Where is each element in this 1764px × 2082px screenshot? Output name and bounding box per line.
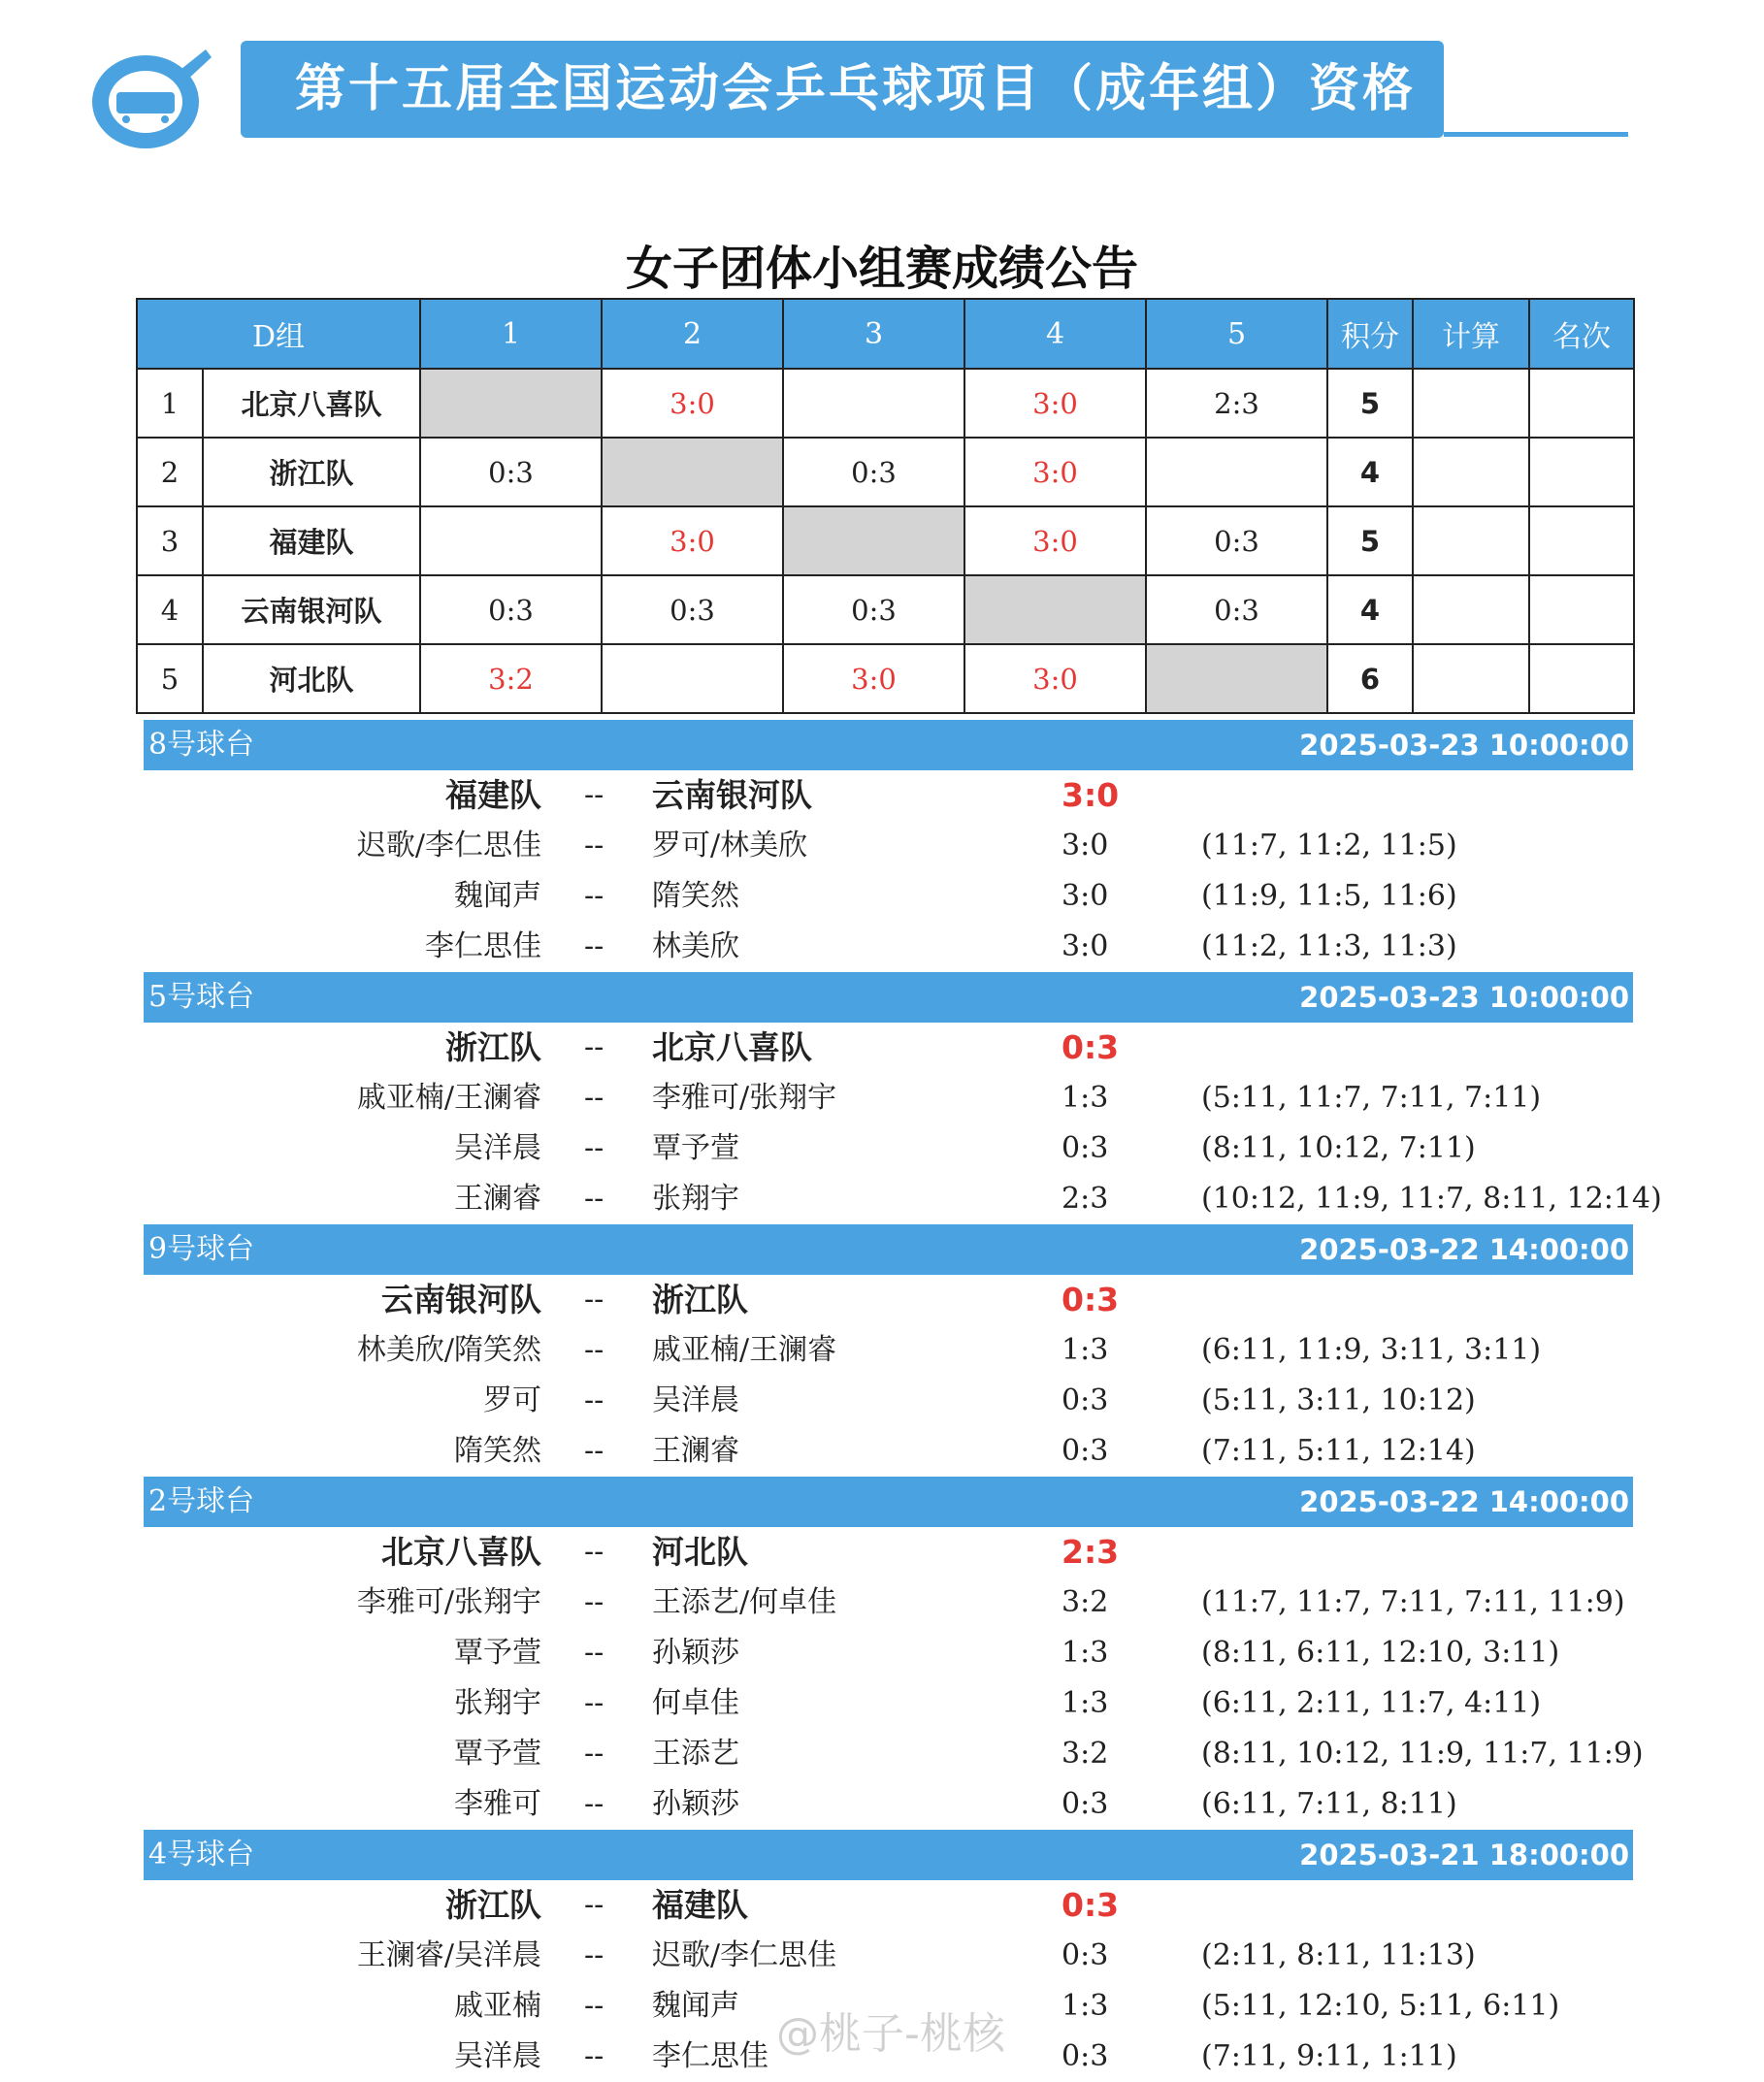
match-header (144, 1224, 1633, 1275)
group-label: D组 (137, 299, 420, 369)
game-score: 0:3 (1062, 1131, 1109, 1165)
team-score: 0:3 (1062, 1028, 1120, 1066)
game-detail: (7:11, 5:11, 12:14) (1201, 1434, 1476, 1468)
game-score: 3:2 (1062, 1585, 1109, 1619)
result-cell: 0:3 (602, 575, 783, 644)
versus-separator: -- (584, 1989, 604, 2023)
result-cell: 0:3 (420, 575, 602, 644)
home-player: 吴洋晨 (454, 1131, 541, 1165)
team-result-row (0, 1527, 1764, 1578)
points-cell: 6 (1327, 644, 1413, 713)
home-player: 戚亚楠/王澜睿 (356, 1081, 541, 1115)
game-row (0, 1678, 1764, 1729)
versus-separator: -- (584, 1686, 604, 1720)
team-name: 福建队 (203, 506, 420, 575)
self-cell (1146, 644, 1327, 713)
home-player: 林美欣/隋笑然 (356, 1333, 541, 1367)
game-row (0, 1376, 1764, 1426)
result-cell: 3:0 (964, 644, 1146, 713)
away-player: 林美欣 (652, 929, 739, 963)
result-cell (602, 644, 783, 713)
table-name: 2号球台 (148, 1484, 255, 1518)
game-score: 1:3 (1062, 1081, 1109, 1115)
game-score: 0:3 (1062, 1383, 1109, 1417)
match-datetime: 2025-03-21 18:00:00 (1299, 1838, 1629, 1871)
rank-cell (1529, 438, 1634, 506)
home-player: 罗可 (483, 1383, 541, 1417)
col-header: 5 (1146, 299, 1327, 369)
game-detail: (11:7, 11:7, 7:11, 7:11, 11:9) (1201, 1585, 1625, 1619)
game-detail: (5:11, 11:7, 7:11, 7:11) (1201, 1081, 1542, 1115)
match-datetime: 2025-03-22 14:00:00 (1299, 1233, 1629, 1266)
game-row (0, 1073, 1764, 1123)
game-score: 3:0 (1062, 929, 1109, 963)
game-row (0, 1931, 1764, 1981)
result-cell: 3:2 (420, 644, 602, 713)
standings-row (137, 369, 1634, 438)
game-row (0, 821, 1764, 871)
points-cell: 4 (1327, 438, 1413, 506)
home-player: 吴洋晨 (454, 2039, 541, 2073)
away-player: 魏闻声 (652, 1989, 739, 2023)
game-detail: (10:12, 11:9, 11:7, 8:11, 12:14) (1201, 1182, 1662, 1216)
points-cell: 4 (1327, 575, 1413, 644)
home-player: 王澜睿/吴洋晨 (356, 1938, 541, 1972)
points-cell: 5 (1327, 369, 1413, 438)
self-cell (783, 506, 964, 575)
match-datetime: 2025-03-23 10:00:00 (1299, 729, 1629, 762)
versus-separator: -- (584, 1081, 604, 1115)
team-result-row (0, 1023, 1764, 1073)
calc-cell (1413, 438, 1529, 506)
away-player: 戚亚楠/王澜睿 (652, 1333, 837, 1367)
game-detail: (11:2, 11:3, 11:3) (1201, 929, 1457, 963)
result-cell: 0:3 (420, 438, 602, 506)
rank-cell (1529, 575, 1634, 644)
home-player: 迟歌/李仁思佳 (356, 829, 541, 862)
game-row (0, 1426, 1764, 1477)
game-score: 3:0 (1062, 829, 1109, 862)
versus-separator: -- (584, 1636, 604, 1670)
home-player: 戚亚楠 (454, 1989, 541, 2023)
game-score: 1:3 (1062, 1686, 1109, 1720)
away-player: 迟歌/李仁思佳 (652, 1938, 837, 1972)
result-cell: 0:3 (783, 438, 964, 506)
away-player: 张翔宇 (652, 1182, 739, 1216)
col-header: 1 (420, 299, 602, 369)
away-player: 吴洋晨 (652, 1383, 739, 1417)
away-player: 隋笑然 (652, 879, 739, 913)
row-number: 2 (137, 438, 203, 506)
versus-separator: -- (584, 1737, 604, 1771)
col-header: 2 (602, 299, 783, 369)
game-score: 1:3 (1062, 1989, 1109, 2023)
match-header (144, 1830, 1633, 1880)
game-row (0, 1628, 1764, 1678)
away-player: 孙颖莎 (652, 1636, 739, 1670)
team-name: 北京八喜队 (203, 369, 420, 438)
team-result-row (0, 1880, 1764, 1931)
versus-separator: -- (584, 1938, 604, 1972)
home-player: 隋笑然 (454, 1434, 541, 1468)
versus-separator: -- (584, 1585, 604, 1619)
home-player: 魏闻声 (454, 879, 541, 913)
away-player: 王添艺/何卓佳 (652, 1585, 837, 1619)
versus-separator: -- (584, 929, 604, 963)
game-row (0, 1779, 1764, 1830)
standings-header-row (137, 299, 1634, 369)
standings-row (137, 644, 1634, 713)
rank-cell (1529, 369, 1634, 438)
versus-separator: -- (584, 879, 604, 913)
home-team: 浙江队 (445, 1886, 541, 1924)
game-detail: (6:11, 2:11, 11:7, 4:11) (1201, 1686, 1542, 1720)
team-name: 云南银河队 (203, 575, 420, 644)
game-row (0, 1325, 1764, 1376)
rank-cell (1529, 644, 1634, 713)
game-score: 1:3 (1062, 1636, 1109, 1670)
home-player: 覃予萱 (454, 1737, 541, 1771)
result-cell: 3:0 (964, 369, 1146, 438)
table-name: 8号球台 (148, 728, 255, 762)
standings-table (136, 298, 1635, 714)
team-result-row (0, 1275, 1764, 1325)
self-cell (964, 575, 1146, 644)
home-player: 覃予萱 (454, 1636, 541, 1670)
game-detail: (6:11, 7:11, 8:11) (1201, 1787, 1457, 1821)
result-cell (783, 369, 964, 438)
result-cell (1146, 438, 1327, 506)
versus-separator: -- (584, 1888, 604, 1922)
result-cell (420, 506, 602, 575)
game-row (0, 1729, 1764, 1779)
result-cell: 2:3 (1146, 369, 1327, 438)
points-cell: 5 (1327, 506, 1413, 575)
away-player: 李雅可/张翔宇 (652, 1081, 837, 1115)
result-cell: 3:0 (602, 506, 783, 575)
game-detail: (8:11, 10:12, 7:11) (1201, 1131, 1476, 1165)
row-number: 1 (137, 369, 203, 438)
away-player: 罗可/林美欣 (652, 829, 808, 862)
game-score: 0:3 (1062, 1434, 1109, 1468)
home-team: 浙江队 (445, 1028, 541, 1066)
match-datetime: 2025-03-22 14:00:00 (1299, 1485, 1629, 1518)
watermark: @桃子-桃核 (776, 2009, 1005, 2059)
calc-cell (1413, 644, 1529, 713)
header-underline (1444, 132, 1628, 137)
game-score: 3:2 (1062, 1737, 1109, 1771)
game-row (0, 1578, 1764, 1628)
away-player: 覃予萱 (652, 1131, 739, 1165)
game-score: 0:3 (1062, 1938, 1109, 1972)
row-number: 4 (137, 575, 203, 644)
game-detail: (2:11, 8:11, 11:13) (1201, 1938, 1476, 1972)
table-name: 9号球台 (148, 1232, 255, 1266)
page-title: 女子团体小组赛成绩公告 (625, 242, 1138, 296)
standings-row (137, 438, 1634, 506)
col-header: 4 (964, 299, 1146, 369)
match-datetime: 2025-03-23 10:00:00 (1299, 981, 1629, 1014)
team-score: 2:3 (1062, 1533, 1120, 1571)
standings-row (137, 506, 1634, 575)
away-team: 云南银河队 (652, 776, 812, 814)
calc-cell (1413, 575, 1529, 644)
away-team: 福建队 (652, 1886, 748, 1924)
away-player: 何卓佳 (652, 1686, 739, 1720)
game-score: 0:3 (1062, 1787, 1109, 1821)
versus-separator: -- (584, 2039, 604, 2073)
self-cell (602, 438, 783, 506)
paddle-logo-icon (87, 44, 213, 150)
calc-cell (1413, 369, 1529, 438)
game-detail: (11:7, 11:2, 11:5) (1201, 829, 1457, 862)
rank-cell (1529, 506, 1634, 575)
match-header (144, 972, 1633, 1023)
home-player: 王澜睿 (454, 1182, 541, 1216)
result-cell: 0:3 (783, 575, 964, 644)
home-team: 福建队 (445, 776, 541, 814)
home-team: 云南银河队 (381, 1281, 541, 1318)
result-cell: 3:0 (964, 438, 1146, 506)
match-header (144, 1477, 1633, 1527)
match-header (144, 720, 1633, 770)
versus-separator: -- (584, 1182, 604, 1216)
table-name: 5号球台 (148, 980, 255, 1014)
away-team: 河北队 (652, 1533, 748, 1571)
result-cell: 0:3 (1146, 575, 1327, 644)
result-cell: 3:0 (602, 369, 783, 438)
game-detail: (5:11, 3:11, 10:12) (1201, 1383, 1476, 1417)
game-detail: (8:11, 6:11, 12:10, 3:11) (1201, 1636, 1560, 1670)
team-result-row (0, 770, 1764, 821)
result-cell: 0:3 (1146, 506, 1327, 575)
game-row (0, 1174, 1764, 1224)
home-player: 张翔宇 (454, 1686, 541, 1720)
versus-separator: -- (584, 1434, 604, 1468)
home-player: 李雅可 (454, 1787, 541, 1821)
game-row (0, 871, 1764, 922)
calc-header: 计算 (1413, 299, 1529, 369)
row-number: 3 (137, 506, 203, 575)
away-team: 北京八喜队 (652, 1028, 812, 1066)
game-score: 2:3 (1062, 1182, 1109, 1216)
versus-separator: -- (584, 778, 604, 812)
away-player: 王添艺 (652, 1737, 739, 1771)
versus-separator: -- (584, 1333, 604, 1367)
versus-separator: -- (584, 829, 604, 862)
standings-row (137, 575, 1634, 644)
game-score: 3:0 (1062, 879, 1109, 913)
result-cell: 3:0 (964, 506, 1146, 575)
game-detail: (11:9, 11:5, 11:6) (1201, 879, 1457, 913)
team-score: 0:3 (1062, 1281, 1120, 1318)
col-header: 3 (783, 299, 964, 369)
team-name: 河北队 (203, 644, 420, 713)
away-player: 李仁思佳 (652, 2039, 768, 2073)
home-team: 北京八喜队 (381, 1533, 541, 1571)
versus-separator: -- (584, 1383, 604, 1417)
away-team: 浙江队 (652, 1281, 748, 1318)
points-header: 积分 (1327, 299, 1413, 369)
team-score: 0:3 (1062, 1886, 1120, 1924)
game-score: 1:3 (1062, 1333, 1109, 1367)
header-title: 第十五届全国运动会乒乓球项目（成年组）资格赛 (241, 41, 1444, 138)
game-detail: (7:11, 9:11, 1:11) (1201, 2039, 1457, 2073)
game-row (0, 1123, 1764, 1174)
result-cell: 3:0 (783, 644, 964, 713)
game-detail: (5:11, 12:10, 5:11, 6:11) (1201, 1989, 1560, 2023)
game-score: 0:3 (1062, 2039, 1109, 2073)
self-cell (420, 369, 602, 438)
home-player: 李仁思佳 (425, 929, 541, 963)
versus-separator: -- (584, 1030, 604, 1064)
home-player: 李雅可/张翔宇 (356, 1585, 541, 1619)
table-name: 4号球台 (148, 1838, 255, 1871)
rank-header: 名次 (1529, 299, 1634, 369)
versus-separator: -- (584, 1131, 604, 1165)
row-number: 5 (137, 644, 203, 713)
team-name: 浙江队 (203, 438, 420, 506)
away-player: 王澜睿 (652, 1434, 739, 1468)
calc-cell (1413, 506, 1529, 575)
versus-separator: -- (584, 1787, 604, 1821)
versus-separator: -- (584, 1283, 604, 1317)
team-score: 3:0 (1062, 776, 1120, 814)
away-player: 孙颖莎 (652, 1787, 739, 1821)
game-detail: (6:11, 11:9, 3:11, 3:11) (1201, 1333, 1542, 1367)
game-row (0, 922, 1764, 972)
versus-separator: -- (584, 1535, 604, 1569)
game-detail: (8:11, 10:12, 11:9, 11:7, 11:9) (1201, 1737, 1644, 1771)
